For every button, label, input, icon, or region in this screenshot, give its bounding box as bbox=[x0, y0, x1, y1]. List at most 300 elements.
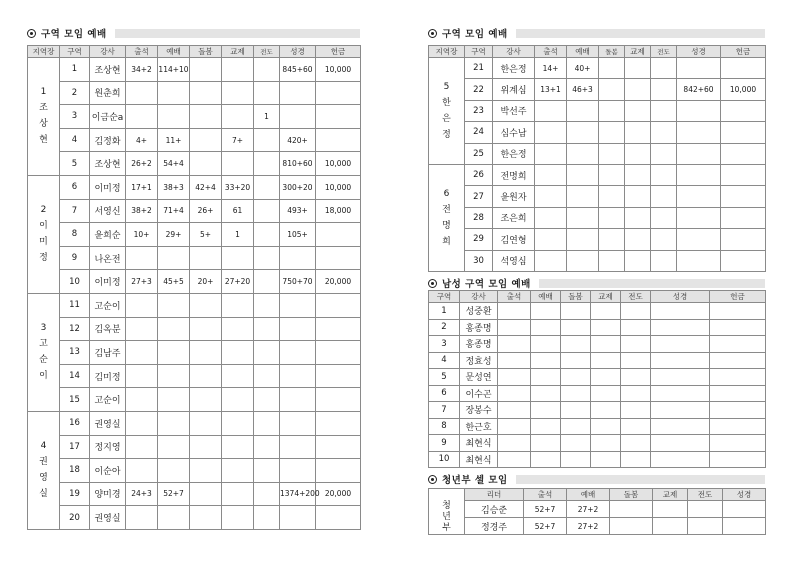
district-leader-char: 영 bbox=[39, 473, 48, 484]
value-care bbox=[190, 506, 222, 530]
table-header-row bbox=[429, 46, 766, 58]
teacher-name: 고순이 bbox=[90, 293, 126, 317]
table-header-row bbox=[429, 291, 766, 303]
district-leader-char: 실 bbox=[39, 489, 48, 500]
leader-name: 김승준 bbox=[465, 501, 524, 518]
value-bible: 1374+200 bbox=[280, 482, 316, 506]
empty-cell bbox=[531, 385, 561, 402]
value-evan bbox=[254, 128, 280, 152]
table-row bbox=[429, 336, 766, 353]
value-bible bbox=[677, 100, 721, 121]
district-number: 4 bbox=[429, 352, 460, 369]
value-evan bbox=[651, 79, 677, 100]
value-care bbox=[190, 128, 222, 152]
district-number: 3 bbox=[60, 105, 90, 129]
value-wor bbox=[567, 250, 599, 271]
left-section-header bbox=[27, 26, 360, 40]
empty-cell bbox=[651, 336, 710, 353]
table-row bbox=[28, 270, 361, 294]
empty-cell bbox=[710, 385, 766, 402]
column-header: 강사 bbox=[90, 46, 126, 58]
teacher-name: 전명희 bbox=[493, 164, 535, 185]
value-evan bbox=[254, 270, 280, 294]
right-district-table bbox=[428, 45, 766, 272]
value-att: 27+3 bbox=[126, 270, 158, 294]
teacher-name: 권영실 bbox=[90, 411, 126, 435]
district-number: 2 bbox=[60, 81, 90, 105]
value-att bbox=[126, 317, 158, 341]
value-wor bbox=[158, 364, 190, 388]
value-wor bbox=[567, 186, 599, 207]
value-att bbox=[126, 293, 158, 317]
table-row bbox=[28, 175, 361, 199]
district-number: 8 bbox=[429, 418, 460, 435]
value-off bbox=[316, 105, 361, 129]
value-evan bbox=[651, 164, 677, 185]
column-header: 전도 bbox=[254, 46, 280, 58]
teacher-name: 조은희 bbox=[493, 207, 535, 228]
value-care: 20+ bbox=[190, 270, 222, 294]
bullet-icon bbox=[428, 475, 437, 484]
empty-cell bbox=[498, 402, 531, 419]
value-wor: 46+3 bbox=[567, 79, 599, 100]
value-wor: 52+7 bbox=[158, 482, 190, 506]
empty-cell bbox=[498, 385, 531, 402]
district-number: 15 bbox=[60, 388, 90, 412]
teacher-name: 윤원자 bbox=[493, 186, 535, 207]
district-number: 5 bbox=[60, 152, 90, 176]
value-care bbox=[599, 143, 625, 164]
table-row bbox=[28, 411, 361, 435]
empty-cell bbox=[591, 369, 621, 386]
value-evan bbox=[254, 364, 280, 388]
empty-cell bbox=[498, 435, 531, 452]
table-row bbox=[429, 352, 766, 369]
table-header-row bbox=[28, 46, 361, 58]
empty-cell bbox=[651, 303, 710, 320]
value-evan bbox=[254, 293, 280, 317]
empty-cell bbox=[710, 451, 766, 468]
value-att bbox=[126, 506, 158, 530]
district-number: 3 bbox=[429, 336, 460, 353]
district-leader-char: 1 bbox=[40, 87, 47, 98]
value-bible bbox=[280, 341, 316, 365]
district-leader-char: 전 bbox=[442, 204, 451, 215]
empty-cell bbox=[498, 319, 531, 336]
teacher-name: 정지영 bbox=[90, 435, 126, 459]
value-evan bbox=[651, 186, 677, 207]
value-fel bbox=[222, 341, 254, 365]
value-wor: 40+ bbox=[567, 58, 599, 79]
empty-cell bbox=[710, 303, 766, 320]
value-fel bbox=[222, 506, 254, 530]
empty-cell bbox=[591, 336, 621, 353]
table-row bbox=[28, 223, 361, 247]
value-evan bbox=[651, 58, 677, 79]
value-off: 20,000 bbox=[316, 482, 361, 506]
value-fel bbox=[625, 229, 651, 250]
column-header: 헌금 bbox=[710, 291, 766, 303]
value-wor bbox=[567, 164, 599, 185]
empty-cell bbox=[561, 402, 591, 419]
value-care bbox=[190, 364, 222, 388]
value-att bbox=[126, 411, 158, 435]
empty-cell bbox=[621, 435, 651, 452]
table-row bbox=[429, 385, 766, 402]
empty-cell bbox=[610, 501, 653, 518]
teacher-name: 서영신 bbox=[90, 199, 126, 223]
table-row bbox=[429, 501, 766, 518]
value-off bbox=[316, 246, 361, 270]
value-bible bbox=[677, 250, 721, 271]
empty-cell bbox=[651, 435, 710, 452]
value-off bbox=[316, 81, 361, 105]
value-care bbox=[190, 341, 222, 365]
value-off bbox=[721, 122, 766, 143]
value-wor bbox=[158, 105, 190, 129]
empty-cell bbox=[651, 369, 710, 386]
column-header: 돌봄 bbox=[599, 46, 625, 58]
district-number: 25 bbox=[465, 143, 493, 164]
header-bar bbox=[539, 279, 765, 288]
district-leader-char: 5 bbox=[443, 81, 450, 92]
empty-cell bbox=[591, 385, 621, 402]
empty-cell bbox=[651, 402, 710, 419]
value-care bbox=[190, 293, 222, 317]
district-leader-char: 2 bbox=[40, 205, 47, 216]
table-row bbox=[429, 207, 766, 228]
value-care bbox=[190, 435, 222, 459]
column-header: 성경 bbox=[651, 291, 710, 303]
value-off: 20,000 bbox=[316, 270, 361, 294]
bullet-icon bbox=[27, 29, 36, 38]
table-row bbox=[28, 81, 361, 105]
value-wor: 45+5 bbox=[158, 270, 190, 294]
youth-section-title: 청년부 셀 모임 bbox=[442, 475, 508, 486]
empty-cell bbox=[531, 319, 561, 336]
empty-cell bbox=[531, 336, 561, 353]
district-leader-char: 미 bbox=[39, 237, 48, 248]
value-wor: 29+ bbox=[158, 223, 190, 247]
district-number: 7 bbox=[429, 402, 460, 419]
column-header: 출석 bbox=[126, 46, 158, 58]
table-row bbox=[28, 152, 361, 176]
value-wor: 54+4 bbox=[158, 152, 190, 176]
district-number: 1 bbox=[60, 58, 90, 82]
teacher-name: 김옥분 bbox=[90, 317, 126, 341]
value-att bbox=[535, 186, 567, 207]
district-leader-cell bbox=[28, 293, 60, 411]
empty-cell bbox=[591, 435, 621, 452]
district-number: 16 bbox=[60, 411, 90, 435]
value-off bbox=[316, 223, 361, 247]
district-leader-char: 정 bbox=[39, 253, 48, 264]
value-care bbox=[190, 459, 222, 483]
empty-cell bbox=[651, 451, 710, 468]
value-off bbox=[721, 143, 766, 164]
empty-cell bbox=[561, 336, 591, 353]
value-bible bbox=[280, 246, 316, 270]
teacher-name: 장봉수 bbox=[460, 402, 498, 419]
district-number: 10 bbox=[429, 451, 460, 468]
value-fel bbox=[222, 293, 254, 317]
empty-cell bbox=[498, 303, 531, 320]
youth-label-char: 청 bbox=[442, 500, 451, 511]
district-leader-char: 한 bbox=[442, 97, 451, 108]
men-section-header bbox=[428, 276, 765, 290]
teacher-name: 이미정 bbox=[90, 175, 126, 199]
district-leader-char: 조 bbox=[39, 103, 48, 114]
value-off bbox=[721, 207, 766, 228]
table-row bbox=[28, 482, 361, 506]
district-leader-cell bbox=[429, 58, 465, 165]
column-header: 성경 bbox=[280, 46, 316, 58]
value-evan bbox=[651, 250, 677, 271]
district-number: 24 bbox=[465, 122, 493, 143]
table-row bbox=[429, 369, 766, 386]
table-row bbox=[28, 364, 361, 388]
value-att: 14+ bbox=[535, 58, 567, 79]
value-wor bbox=[567, 229, 599, 250]
teacher-name: 홍종명 bbox=[460, 336, 498, 353]
teacher-name: 심수남 bbox=[493, 122, 535, 143]
column-header: 강사 bbox=[460, 291, 498, 303]
youth-section-header bbox=[428, 472, 765, 486]
table-row bbox=[429, 402, 766, 419]
empty-cell bbox=[621, 352, 651, 369]
district-leader-char: 은 bbox=[442, 113, 451, 124]
empty-cell bbox=[561, 352, 591, 369]
district-number: 19 bbox=[60, 482, 90, 506]
value-care bbox=[599, 250, 625, 271]
value-bible bbox=[280, 105, 316, 129]
value-care bbox=[599, 164, 625, 185]
teacher-name: 권영실 bbox=[90, 506, 126, 530]
value-att: 24+3 bbox=[126, 482, 158, 506]
left-district-table bbox=[27, 45, 361, 530]
empty-cell bbox=[591, 319, 621, 336]
column-header: 구역 bbox=[465, 46, 493, 58]
district-leader-cell bbox=[28, 58, 60, 176]
column-header: 구역 bbox=[429, 291, 460, 303]
header-bar bbox=[516, 475, 765, 484]
empty-cell bbox=[591, 303, 621, 320]
district-number: 9 bbox=[60, 246, 90, 270]
column-header: 예배 bbox=[567, 46, 599, 58]
district-leader-cell bbox=[28, 175, 60, 293]
value-att: 52+7 bbox=[524, 518, 567, 535]
value-fel bbox=[222, 246, 254, 270]
teacher-name: 이미정 bbox=[90, 270, 126, 294]
value-att bbox=[126, 388, 158, 412]
empty-cell bbox=[651, 319, 710, 336]
value-care bbox=[599, 186, 625, 207]
value-bible: 300+20 bbox=[280, 175, 316, 199]
value-fel bbox=[222, 58, 254, 82]
teacher-name: 조상현 bbox=[90, 152, 126, 176]
value-att: 52+7 bbox=[524, 501, 567, 518]
empty-cell bbox=[621, 451, 651, 468]
value-wor bbox=[158, 246, 190, 270]
value-care bbox=[190, 411, 222, 435]
empty-cell bbox=[531, 369, 561, 386]
column-header: 예배 bbox=[531, 291, 561, 303]
empty-cell bbox=[561, 385, 591, 402]
bullet-icon bbox=[428, 279, 437, 288]
column-header: 돌봄 bbox=[610, 489, 653, 501]
men-district-table bbox=[428, 290, 766, 468]
empty-cell bbox=[561, 435, 591, 452]
table-header-row bbox=[429, 489, 766, 501]
value-off: 10,000 bbox=[721, 79, 766, 100]
right-section-title: 구역 모임 예배 bbox=[442, 29, 508, 40]
header-bar bbox=[516, 29, 765, 38]
table-row bbox=[429, 100, 766, 121]
column-header: 출석 bbox=[498, 291, 531, 303]
table-row bbox=[28, 58, 361, 82]
value-bible: 810+60 bbox=[280, 152, 316, 176]
youth-cell-table bbox=[428, 488, 766, 535]
district-leader-char: 상 bbox=[39, 119, 48, 130]
value-evan bbox=[651, 122, 677, 143]
column-header: 전도 bbox=[621, 291, 651, 303]
district-number: 11 bbox=[60, 293, 90, 317]
value-fel bbox=[625, 207, 651, 228]
column-header: 교제 bbox=[591, 291, 621, 303]
value-wor bbox=[567, 207, 599, 228]
empty-cell bbox=[710, 402, 766, 419]
table-row bbox=[429, 164, 766, 185]
column-header: 지역장 bbox=[429, 46, 465, 58]
district-number: 12 bbox=[60, 317, 90, 341]
column-header: 출석 bbox=[535, 46, 567, 58]
value-fel: 1 bbox=[222, 223, 254, 247]
district-leader-char: 정 bbox=[442, 129, 451, 140]
value-att: 17+1 bbox=[126, 175, 158, 199]
value-att bbox=[126, 341, 158, 365]
district-leader-char: 권 bbox=[39, 457, 48, 468]
value-evan bbox=[651, 229, 677, 250]
value-fel: 61 bbox=[222, 199, 254, 223]
value-care bbox=[190, 58, 222, 82]
district-number: 6 bbox=[429, 385, 460, 402]
district-number: 17 bbox=[60, 435, 90, 459]
column-header: 헌금 bbox=[316, 46, 361, 58]
value-evan bbox=[254, 175, 280, 199]
teacher-name: 고순이 bbox=[90, 388, 126, 412]
empty-cell bbox=[561, 303, 591, 320]
column-header: 성경 bbox=[677, 46, 721, 58]
empty-cell bbox=[621, 402, 651, 419]
empty-cell bbox=[531, 451, 561, 468]
value-bible bbox=[677, 122, 721, 143]
empty-cell bbox=[688, 501, 723, 518]
youth-label-header bbox=[429, 489, 465, 501]
table-row bbox=[429, 58, 766, 79]
value-off bbox=[721, 100, 766, 121]
empty-cell bbox=[723, 518, 766, 535]
value-evan bbox=[254, 223, 280, 247]
value-fel bbox=[625, 164, 651, 185]
value-care bbox=[599, 79, 625, 100]
empty-cell bbox=[498, 369, 531, 386]
value-wor: 71+4 bbox=[158, 199, 190, 223]
table-row bbox=[28, 293, 361, 317]
youth-label-char: 년 bbox=[442, 511, 451, 522]
district-leader-char: 이 bbox=[39, 221, 48, 232]
district-number: 9 bbox=[429, 435, 460, 452]
value-care bbox=[190, 152, 222, 176]
teacher-name: 홍종명 bbox=[460, 319, 498, 336]
value-att bbox=[126, 105, 158, 129]
empty-cell bbox=[621, 336, 651, 353]
value-att: 38+2 bbox=[126, 199, 158, 223]
value-bible: 845+60 bbox=[280, 58, 316, 82]
value-fel: 7+ bbox=[222, 128, 254, 152]
value-evan bbox=[254, 341, 280, 365]
value-fel bbox=[625, 79, 651, 100]
empty-cell bbox=[531, 418, 561, 435]
value-off bbox=[721, 58, 766, 79]
value-bible bbox=[280, 81, 316, 105]
value-fel bbox=[222, 482, 254, 506]
value-att bbox=[535, 100, 567, 121]
district-number: 22 bbox=[465, 79, 493, 100]
empty-cell bbox=[710, 336, 766, 353]
column-header: 헌금 bbox=[721, 46, 766, 58]
value-bible bbox=[677, 143, 721, 164]
empty-cell bbox=[651, 418, 710, 435]
value-fel bbox=[222, 317, 254, 341]
empty-cell bbox=[591, 352, 621, 369]
district-number: 28 bbox=[465, 207, 493, 228]
table-row bbox=[429, 143, 766, 164]
district-number: 7 bbox=[60, 199, 90, 223]
empty-cell bbox=[653, 501, 688, 518]
value-off bbox=[316, 128, 361, 152]
empty-cell bbox=[621, 418, 651, 435]
value-care bbox=[190, 388, 222, 412]
value-bible bbox=[280, 411, 316, 435]
table-row bbox=[429, 418, 766, 435]
teacher-name: 김정화 bbox=[90, 128, 126, 152]
value-bible bbox=[677, 207, 721, 228]
value-evan bbox=[254, 388, 280, 412]
teacher-name: 원춘희 bbox=[90, 81, 126, 105]
table-row bbox=[28, 341, 361, 365]
table-row bbox=[429, 79, 766, 100]
value-care bbox=[599, 207, 625, 228]
value-wor: 27+2 bbox=[567, 501, 610, 518]
value-wor bbox=[158, 81, 190, 105]
table-row bbox=[429, 250, 766, 271]
value-off: 10,000 bbox=[316, 152, 361, 176]
empty-cell bbox=[498, 352, 531, 369]
district-number: 14 bbox=[60, 364, 90, 388]
empty-cell bbox=[710, 369, 766, 386]
value-wor bbox=[158, 317, 190, 341]
value-wor bbox=[158, 341, 190, 365]
value-wor: 27+2 bbox=[567, 518, 610, 535]
value-evan bbox=[254, 199, 280, 223]
value-bible bbox=[677, 229, 721, 250]
empty-cell bbox=[591, 402, 621, 419]
district-number: 29 bbox=[465, 229, 493, 250]
teacher-name: 석영심 bbox=[493, 250, 535, 271]
youth-label-char: 부 bbox=[442, 522, 451, 533]
district-number: 20 bbox=[60, 506, 90, 530]
table-row bbox=[28, 459, 361, 483]
